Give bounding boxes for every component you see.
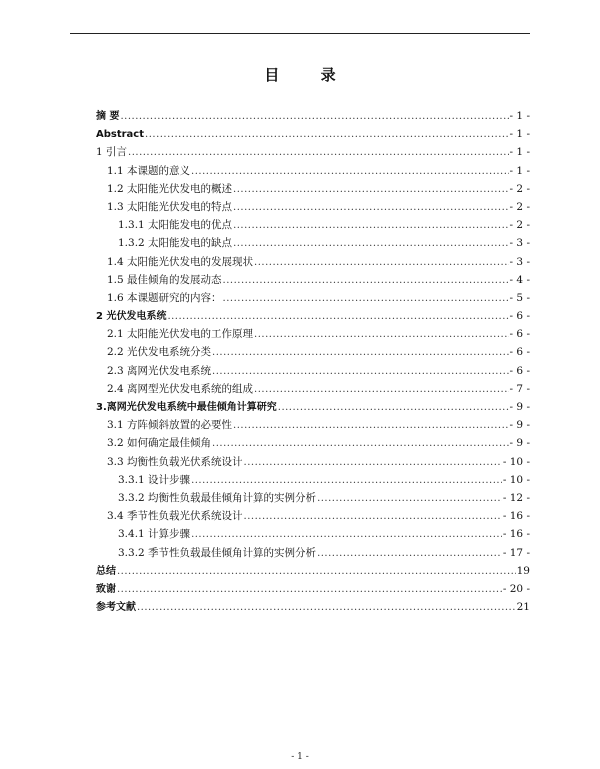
toc-dot-leader <box>244 508 502 526</box>
toc-entry-page: - 4 - <box>509 273 530 286</box>
toc-entry-page: - 3 - <box>509 237 530 250</box>
toc-dot-leader <box>317 490 502 508</box>
toc-entry-title: 3.3.2 季节性负载最佳倾角计算的实例分析 <box>118 546 317 559</box>
toc-entry[interactable] <box>96 343 530 361</box>
toc-entry-page: - 2 - <box>509 182 530 195</box>
toc-entry-page: - 10 - <box>502 455 530 468</box>
toc-entry-title: 2.4 离网型光伏发电系统的组成 <box>107 382 254 395</box>
toc-entry[interactable] <box>96 489 530 507</box>
toc-entry[interactable] <box>96 544 530 562</box>
toc-entry-page: - 16 - <box>502 510 530 523</box>
table-of-contents <box>96 107 530 616</box>
toc-entry-page: - 9 - <box>509 437 530 450</box>
toc-dot-leader <box>254 326 509 344</box>
toc-dot-leader <box>191 472 502 490</box>
toc-entry-page: - 6 - <box>509 310 530 323</box>
toc-entry-title: 3.3 均衡性负载光伏系统设计 <box>107 455 243 468</box>
toc-entry-page: - 1 - <box>509 128 530 141</box>
toc-entry[interactable] <box>96 525 530 543</box>
toc-entry[interactable] <box>96 216 530 234</box>
toc-entry-title: 1.2 太阳能光伏发电的概述 <box>107 182 233 195</box>
toc-entry-page: - 3 - <box>509 255 530 268</box>
toc-entry[interactable] <box>96 271 530 289</box>
toc-entry[interactable] <box>96 125 530 143</box>
toc-entry-page: - 20 - <box>502 582 530 595</box>
toc-entry[interactable] <box>96 434 530 452</box>
toc-entry-title: 3.3.2 均衡性负载最佳倾角计算的实例分析 <box>118 491 317 504</box>
toc-entry[interactable] <box>96 562 530 580</box>
toc-dot-leader <box>233 181 509 199</box>
toc-entry[interactable] <box>96 580 530 598</box>
toc-entry-title: 摘 要 <box>96 111 120 122</box>
toc-dot-leader <box>191 163 509 181</box>
header-rule <box>70 33 530 34</box>
toc-dot-leader <box>212 363 509 381</box>
toc-dot-leader <box>167 308 508 326</box>
toc-entry-page: - 6 - <box>509 328 530 341</box>
toc-entry-title: 1.5 最佳倾角的发展动态 <box>107 273 222 286</box>
toc-entry-title: 参考文献 <box>96 602 136 614</box>
toc-entry[interactable] <box>96 289 530 307</box>
toc-entry-title: 1.3.2 太阳能发电的缺点 <box>118 237 233 250</box>
toc-entry[interactable] <box>96 471 530 489</box>
toc-entry[interactable] <box>96 234 530 252</box>
toc-entry-page: - 7 - <box>509 382 530 395</box>
toc-entry[interactable] <box>96 362 530 380</box>
toc-dot-leader <box>233 199 509 217</box>
toc-entry-title: 1 引言 <box>96 146 128 159</box>
toc-entry-title: 3.离网光伏发电系统中最佳倾角计算研究 <box>96 402 277 413</box>
toc-entry-title: 3.2 如何确定最佳倾角 <box>107 437 212 450</box>
toc-entry-page: - 1 - <box>509 164 530 177</box>
toc-dot-leader <box>128 144 509 162</box>
toc-entry[interactable] <box>96 107 530 125</box>
toc-entry-page: - 1 - <box>509 110 530 122</box>
toc-entry-page: 19 <box>516 564 530 577</box>
toc-dot-leader <box>254 381 509 399</box>
toc-entry[interactable] <box>96 253 530 271</box>
toc-entry[interactable] <box>96 162 530 180</box>
toc-entry[interactable] <box>96 598 530 616</box>
toc-entry[interactable] <box>96 325 530 343</box>
toc-entry-title: 2 光伏发电系统 <box>96 311 167 323</box>
toc-entry-page: - 6 - <box>509 364 530 377</box>
toc-dot-leader <box>233 235 508 253</box>
toc-entry-title: 1.3 太阳能光伏发电的特点 <box>107 200 233 213</box>
toc-entry[interactable] <box>96 143 530 161</box>
footer-page-number: - 1 - <box>291 752 309 762</box>
toc-entry[interactable] <box>96 507 530 525</box>
toc-entry-page: - 17 - <box>502 546 530 559</box>
toc-entry-page: - 1 - <box>509 146 530 159</box>
toc-entry[interactable] <box>96 380 530 398</box>
toc-dot-leader <box>233 417 509 435</box>
toc-dot-leader <box>223 290 509 308</box>
toc-entry[interactable] <box>96 398 530 416</box>
toc-entry-title: 2.3 离网光伏发电系统 <box>107 364 212 377</box>
toc-entry-title: Abstract <box>96 129 145 141</box>
toc-dot-leader <box>254 254 509 272</box>
toc-entry-page: - 9 - <box>509 419 530 432</box>
toc-entry[interactable] <box>96 453 530 471</box>
toc-entry-title: 1.1 本课题的意义 <box>107 164 191 177</box>
toc-dot-leader <box>137 599 516 617</box>
toc-entry[interactable] <box>96 307 530 325</box>
toc-entry[interactable] <box>96 416 530 434</box>
toc-dot-leader <box>317 545 502 563</box>
toc-entry-title: 3.1 方阵倾斜放置的必要性 <box>107 419 233 432</box>
toc-entry-page: - 16 - <box>502 528 530 541</box>
toc-entry-title: 1.4 太阳能光伏发电的发展现状 <box>107 255 254 268</box>
toc-entry-title: 1.3.1 太阳能发电的优点 <box>118 219 233 232</box>
toc-entry-page: - 6 - <box>509 346 530 359</box>
toc-entry-page: - 9 - <box>509 401 530 413</box>
toc-entry-page: - 12 - <box>502 491 530 504</box>
toc-entry-title: 3.4 季节性负载光伏系统设计 <box>107 510 243 523</box>
page-title: 目 录 <box>264 66 354 84</box>
toc-entry[interactable] <box>96 180 530 198</box>
toc-entry-page: 21 <box>516 601 530 614</box>
toc-dot-leader <box>278 399 509 417</box>
toc-entry-title: 2.2 光伏发电系统分类 <box>107 346 212 359</box>
toc-dot-leader <box>233 217 508 235</box>
toc-dot-leader <box>212 435 509 453</box>
toc-dot-leader <box>191 526 502 544</box>
toc-dot-leader <box>145 126 509 144</box>
toc-dot-leader <box>120 108 508 126</box>
toc-dot-leader <box>244 454 502 472</box>
toc-entry-title: 2.1 太阳能光伏发电的工作原理 <box>107 328 254 341</box>
toc-entry-title: 总结 <box>96 565 116 577</box>
toc-entry[interactable] <box>96 198 530 216</box>
toc-entry-page: - 2 - <box>509 219 530 232</box>
toc-entry-title: 3.4.1 计算步骤 <box>118 528 191 541</box>
toc-dot-leader <box>117 563 516 581</box>
toc-dot-leader <box>117 581 502 599</box>
toc-entry-page: - 5 - <box>509 291 530 304</box>
toc-dot-leader <box>212 344 509 362</box>
toc-entry-title: 致谢 <box>96 583 116 595</box>
toc-entry-page: - 10 - <box>502 473 530 486</box>
toc-entry-title: 1.6 本课题研究的内容： <box>107 291 222 304</box>
toc-entry-page: - 2 - <box>509 200 530 213</box>
toc-entry-title: 3.3.1 设计步骤 <box>118 473 191 486</box>
toc-dot-leader <box>223 272 509 290</box>
